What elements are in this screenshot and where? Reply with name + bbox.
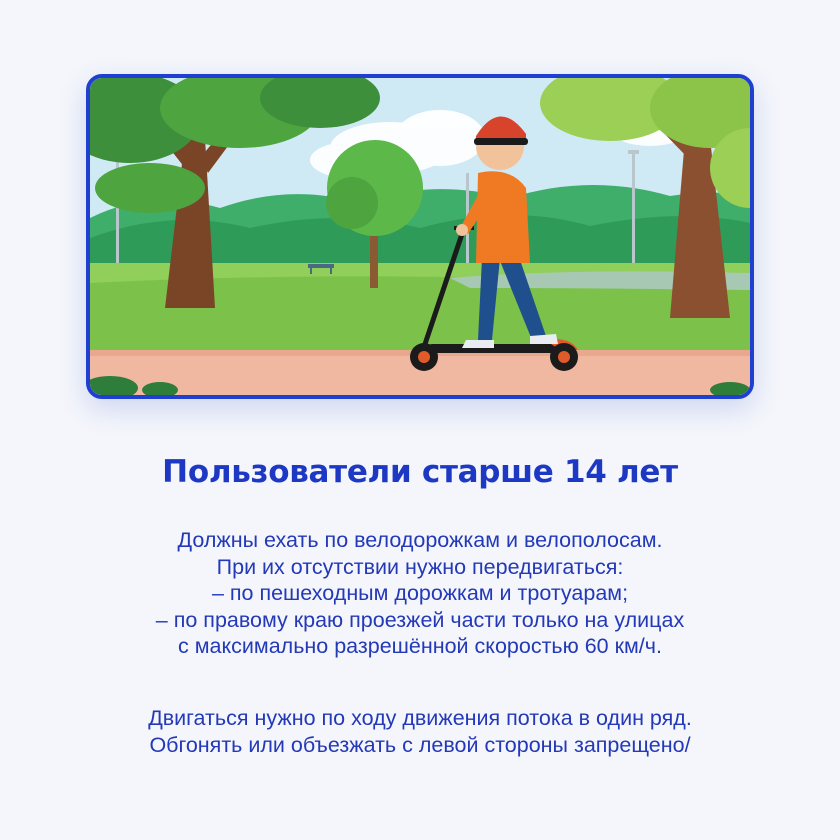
park-scooter-illustration <box>90 78 750 395</box>
rules-paragraph <box>0 527 840 660</box>
illustration-card <box>86 74 754 399</box>
direction-paragraph <box>0 705 840 758</box>
rules-line: При их отсутствии нужно передвигаться: <box>216 554 624 579</box>
rules-line: с максимально разрешённой скоростью 60 км/ч. <box>178 634 662 658</box>
direction-line: Обгонять или объезжать с левой стороны запрещено/ <box>149 732 691 757</box>
rules-line: – по правому краю проезжей части только на улицах <box>155 607 685 632</box>
rules-line: Должны ехать по велодорожкам и велополосам. <box>177 528 663 552</box>
page-title: Пользователи старше 14 лет <box>162 454 678 490</box>
direction-line: Двигаться нужно по ходу движения потока в один ряд. <box>148 706 692 730</box>
rules-line: – по пешеходным дорожкам и тротуарам; <box>211 581 629 605</box>
